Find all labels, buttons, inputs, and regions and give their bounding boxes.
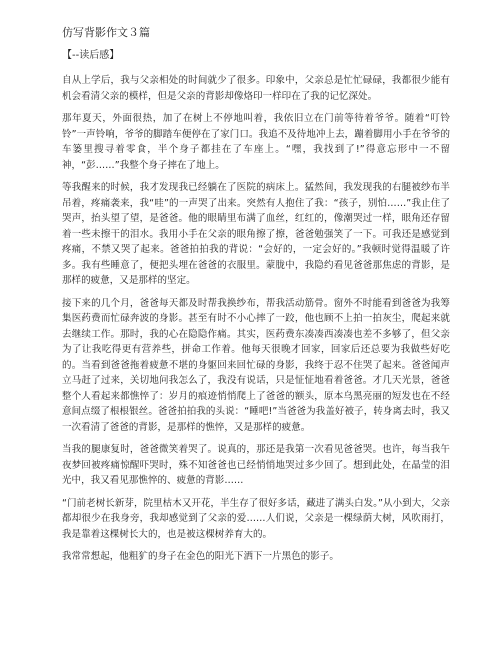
paragraph-1: 自从上学后，我与父亲相处的时间就少了很多。印象中，父亲总是忙忙碌碌，我都很少能有机会看清父亲的模样，但是父亲的背影却像烙印一样印在了我的记忆深处。 [62, 75, 450, 102]
paragraph-5: 当我的腿康复时，爸爸微笑着哭了。说真的，那还是我第一次看见爸爸哭。也许，每当我午夜梦回被疼痛惊醒吓哭时，殊不知爸爸也已经悄悄地哭过多少回了。想到此处，在晶莹的泪光中，我又看见那憔悴的、疲惫的背影…… [62, 444, 450, 486]
paragraph-7: 我常常想起，他粗犷的身子在金色的阳光下洒下一片黑色的影子。 [62, 551, 339, 562]
document-title: 仿写背影作文３篇 [62, 26, 150, 39]
paragraph-2: 那年夏天，外面很热，加了在树上不停地叫着，我依旧立在门前等待着爷爷。随着“叮铃铃”一声铃响，爷爷的脚踏车便停在了家门口。我追不及待地冲上去，蹦着脚用小手在爷爷的车篓里搜寻着零食，半个身子都挂在了车座上。“嘿，我找到了!”得意忘形中一不留神，“彭……”我整个身子摔在了地上。 [62, 113, 450, 171]
section-tag: 【--读后感】 [62, 50, 120, 61]
paragraph-6: “门前老树长新芽，院里枯木又开花，半生存了很好多话，藏进了满头白发。”从小到大，父亲都却很少在我身旁，我却感觉到了父亲的爱……人们说，父亲是一棵绿荫大树，风吹雨打，我是靠着这棵树长大的，也是被这棵树养育大的。 [62, 497, 450, 540]
paragraph-3: 等我醒来的时候，我才发现我已经躺在了医院的病床上。猛然间，我发现我的右腿被纱布半吊着，疼痛袭来，我“哇”的一声哭了出来。突然有人抱住了我：“孩子，别怕……”我止住了哭声，抬头望了望，是爸爸。他的眼睛里布满了血丝，红红的，像潮哭过一样，眼角还存留着一些未擦干的泪水。我用小手在父亲的眼角擦了擦，爸爸勉强笑了一下。可我还是感觉到疼痛，不禁又哭了起来。爸爸拍拍我的背说：“会好的，一定会好的。”我顿时觉得温暖了许多。我有些睡意了，便把头埋在爸爸的衣服里。蒙胧中，我隐约看见爸爸那焦虑的背影，是那样的疲惫，又是那样的坚定。 [62, 182, 450, 286]
paragraph-4: 接下来的几个月，爸爸每天都及时帮我换纱布，帮我活动筋骨。窗外不时能看到爸爸为我筹集医药费而忙碌奔波的身影。甚至有时不小心摔了一跤，他也顾不上拍一拍灰尘，爬起来就去继续工作。那时，我的心在隐隐作痛。其实，医药费东凑凑西凑凑也差不多够了，但父亲为了让我吃得更有营养些，拼命工作着。他每天很晚才回家，回家后还总要为我做些好吃的。当看到爸爸拖着疲惫不堪的身躯回来回忙碌的身影，我终于忍不住哭了起来。爸爸闻声立马赶了过来，关切地问我怎么了，我没有说话，只是怔怔地看着爸爸。才几天光景，爸爸整个人看起来都憔悴了：岁月的痕迹悄悄爬上了爸爸的额头，原本乌黑亮丽的短发也在不经意间点缀了根根银丝。爸爸拍拍我的头说：“睡吧!”当爸爸为我盖好被子，转身离去时，我又一次看清了爸爸的背影，是那样的憔悴，又是那样的疲惫。 [62, 297, 450, 433]
